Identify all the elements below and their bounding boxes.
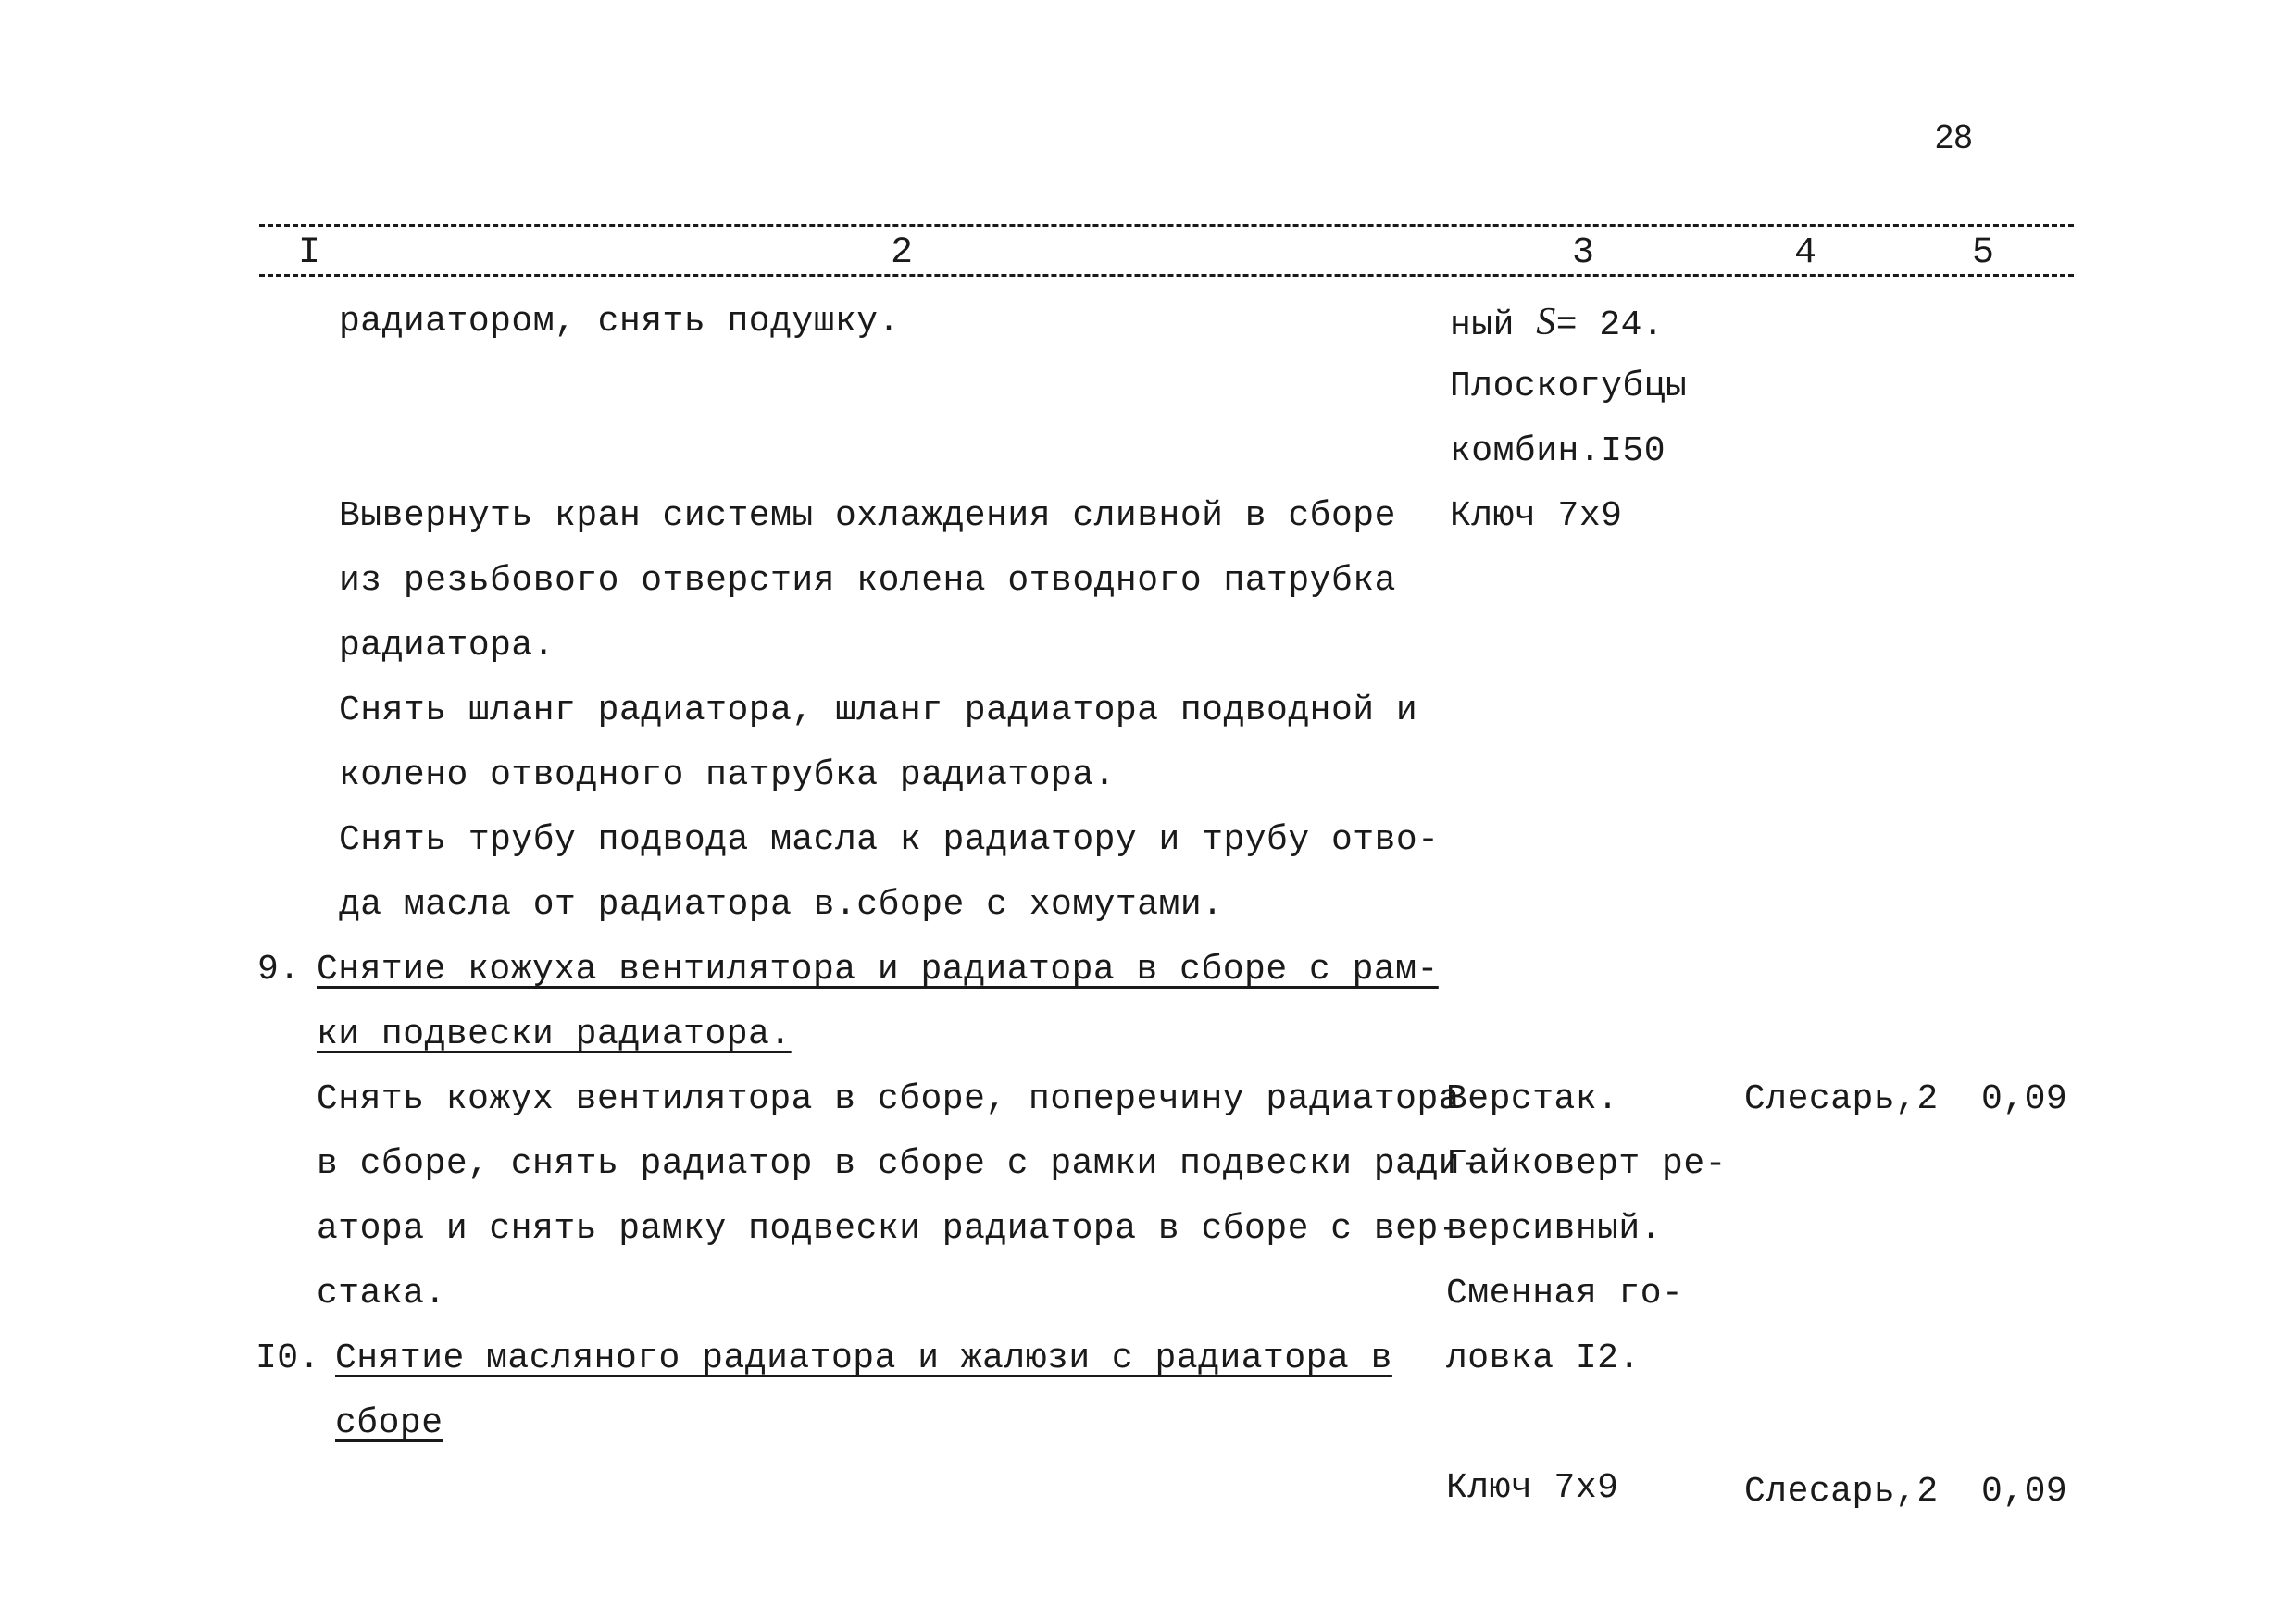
text-line: радиатора. (339, 626, 555, 666)
text-line: радиатором, снять подушку. (339, 302, 900, 342)
tool-key-size (1450, 302, 1664, 346)
header-col-2: 2 (891, 232, 914, 274)
text-line: да масла от радиатора в.сборе с хомутами. (339, 885, 1224, 925)
step-10-time: 0,09 (1981, 1472, 2068, 1512)
step-9-tool: Гайковерт ре- (1446, 1144, 1727, 1184)
step-9-time: 0,09 (1981, 1079, 2068, 1119)
tool-key-value: = 24. (1555, 305, 1665, 345)
header-col-3: 3 (1572, 232, 1595, 274)
step-9-body-line: стака. (317, 1274, 446, 1314)
step-9-title-cont: ки подвески радиатора. (317, 1015, 792, 1054)
step-9-title: Снятие кожуха вентилятора и радиатора в сборе с рам- (317, 950, 1439, 990)
header-col-4: 4 (1794, 232, 1817, 274)
step-10-number: I0. (256, 1339, 320, 1378)
step-10-worker: Слесарь,2 (1744, 1472, 1939, 1512)
tool-key-prefix: ный (1450, 305, 1537, 345)
step-9-tool: ловка I2. (1446, 1339, 1641, 1378)
text-line: Снять шланг радиатора, шланг радиатора подводной и (339, 691, 1418, 730)
step-9-worker: Слесарь,2 (1744, 1079, 1939, 1119)
text-line: колено отводного патрубка радиатора. (339, 755, 1116, 795)
text-line: Снять трубу подвода масла к радиатору и трубу отво- (339, 820, 1440, 860)
header-col-5: 5 (1972, 232, 1995, 274)
step-9-body-line: атора и снять рамку подвески радиатора в сборе с вер- (317, 1209, 1461, 1249)
header-rule-bottom (259, 274, 2074, 277)
page-number: 28 (1935, 118, 1974, 156)
tool-key: Ключ 7х9 (1450, 496, 1623, 536)
step-10-title: Снятие масляного радиатора и жалюзи с радиатора в (335, 1339, 1392, 1378)
tool-pliers-size: комбин.I50 (1450, 431, 1666, 471)
s-symbol: S (1536, 301, 1556, 343)
tool-pliers: Плоскогубцы (1450, 367, 1688, 406)
step-9-tool: версивный. (1446, 1209, 1663, 1249)
step-10-tool: Ключ 7х9 (1446, 1468, 1619, 1508)
header-col-1: I (298, 232, 321, 274)
step-9-tool: Сменная го- (1446, 1274, 1684, 1314)
text-line: из резьбового отверстия колена отводного патрубка (339, 561, 1396, 601)
header-rule-top (259, 224, 2074, 227)
step-9-tool: Верстак. (1446, 1079, 1619, 1119)
step-9-body-line: Снять кожух вентилятора в сборе, поперечину радиатора (317, 1079, 1461, 1119)
step-9-body-line: в сборе, снять радиатор в сборе с рамки подвески ради- (317, 1144, 1482, 1184)
text-line: Вывернуть кран системы охлаждения сливной в сборе (339, 496, 1396, 536)
step-10-title-cont: сборе (335, 1403, 443, 1443)
step-9-number: 9. (257, 950, 301, 990)
